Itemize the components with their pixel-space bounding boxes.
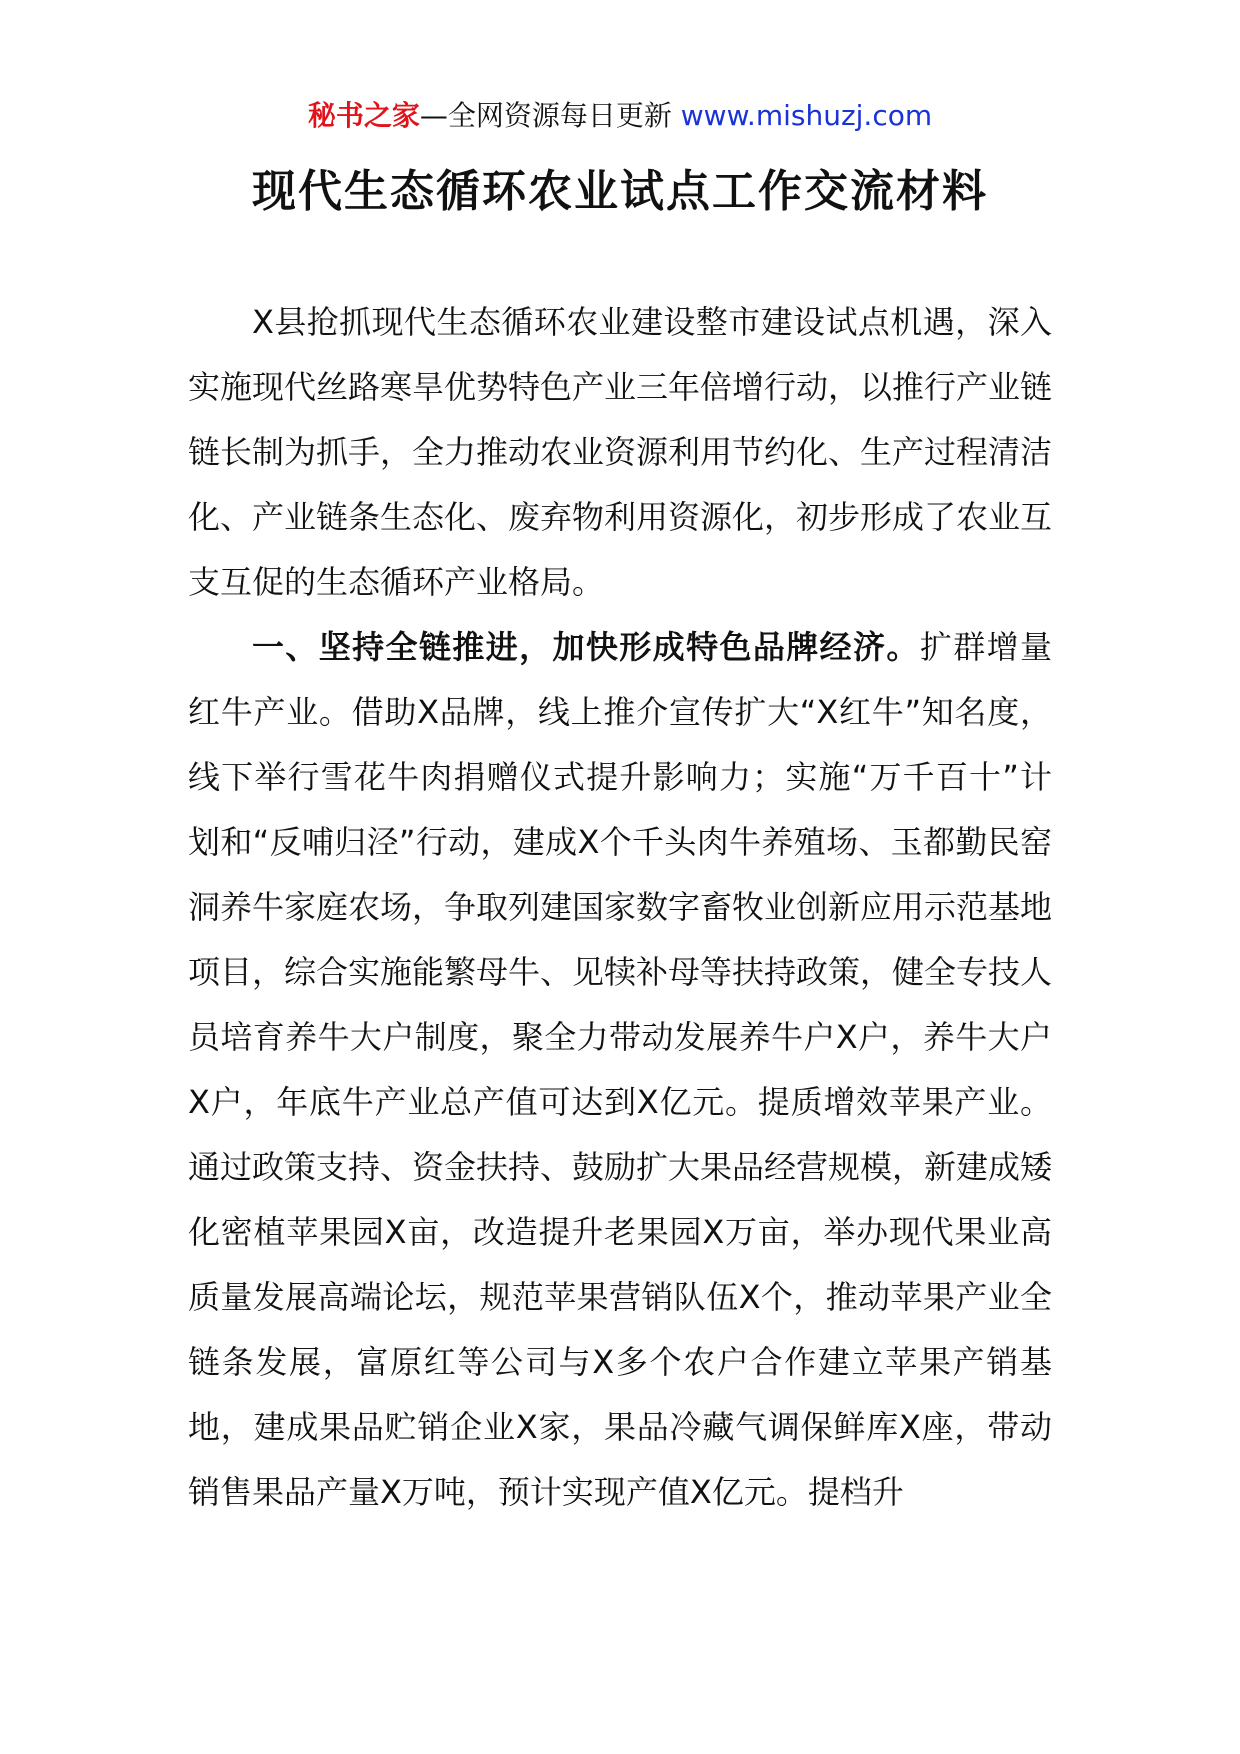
paragraph-text: 扩群增量红牛产业。借助X品牌，线上推介宣传扩大“X红牛”知名度，线下举行雪花牛肉捐赠仪式提升影响力；实施“万千百十”计划和“反哺归泾”行动，建成X个千头肉牛养殖场、玉都勤民窑洞养牛家庭农场，争取列建国家数字畜牧业创新应用示范基地项目，综合实施能繁母牛、见犊补母等扶持政策，健全专技人员培育养牛大户制度，聚全力带动发展养牛户X户，养牛大户X户，年底牛产业总产值可达到X亿元。提质增效苹果产业。通过政策支持、资金扶持、鼓励扩大果品经营规模，新建成矮化密植苹果园X亩，改造提升老果园X万亩，举办现代果业高质量发展高端论坛，规范苹果营销队伍X个，推动苹果产业全链条发展，富原红等公司与X多个农户合作建立苹果产销基地，建成果品贮销企业X家，果品冷藏气调保鲜库X座，带动销售果品产量X万吨，预计实现产值X亿元。提档升 — [188, 628, 1053, 1511]
paragraph-text: X县抢抓现代生态循环农业建设整市建设试点机遇，深入实施现代丝路寒旱优势特色产业三年倍增行动，以推行产业链链长制为抓手，全力推动农业资源利用节约化、生产过程清洁化、产业链条生态化、废弃物利用资源化，初步形成了农业互支互促的生态循环产业格局。 — [188, 303, 1053, 601]
site-header — [0, 96, 1240, 136]
section-heading: 一、坚持全链推进，加快形成特色品牌经济。 — [252, 628, 920, 666]
site-tagline: —全网资源每日更新 — [419, 99, 681, 132]
document-body — [188, 290, 1052, 1525]
document-title: 现代生态循环农业试点工作交流材料 — [252, 166, 988, 217]
paragraph-section-one — [188, 615, 1052, 1525]
site-brand: 秘书之家 — [307, 99, 420, 132]
paragraph-intro — [188, 290, 1052, 615]
site-url-link[interactable]: www.mishuzj.com — [680, 99, 933, 132]
